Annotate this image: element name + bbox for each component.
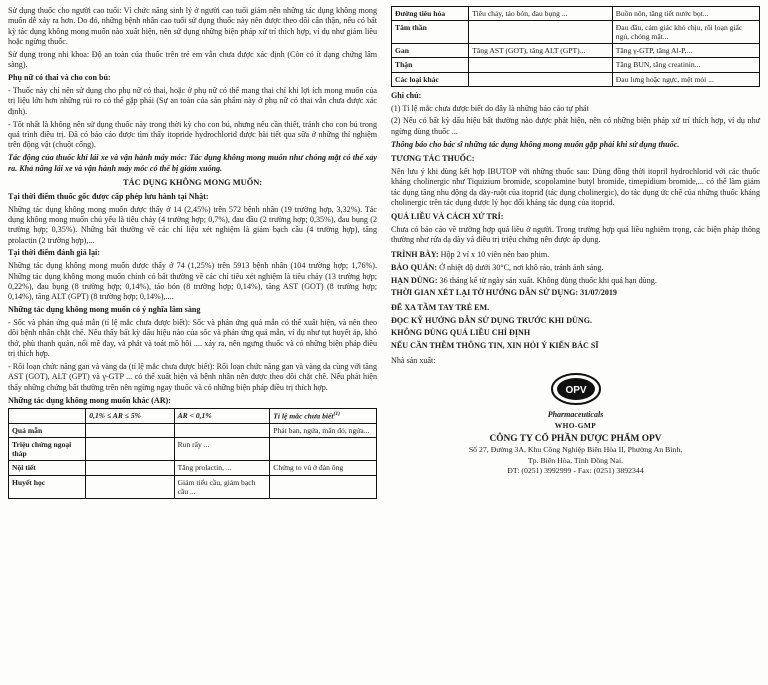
row-label-endocrine: Nội tiết xyxy=(9,461,86,475)
table-header-ar-low: AR < 0,1% xyxy=(174,409,270,424)
warning-ask-doctor: NẾU CẦN THÊM THÔNG TIN, XIN HỎI Ý KIẾN BÁC SĨ xyxy=(391,341,599,351)
cell-endo-mid xyxy=(86,461,174,475)
cell-endo-low: Tăng prolactin, ... xyxy=(174,461,270,475)
table-row xyxy=(9,438,377,461)
paragraph-overdose: Chưa có báo cáo về trường hợp quá liều ở người. Trong trường hợp quá liều nghiêm trọng, các biện pháp thông thường như rửa dạ dày và điều trị triệu chứng nên được áp dụng. xyxy=(391,225,760,245)
paragraph-japan-approval: Những tác dụng không mong muốn được thấy ở 14 (2,45%) trên 572 bệnh nhân (19 trường hợp, 3,32%). Tác dụng không mong muốn chủ yếu là tiêu chảy (4 trường hợp; 0,7%), đau đầu (2 trường hợp; 0,35%), đau bụng (2 trường hợp; 0,35%). Những bất thường về các chỉ liệu xét nghiệm là giảm bạch cầu (4 trường hợp), tăng prolactin (2 trường hợp),... xyxy=(8,204,377,245)
table-row xyxy=(392,44,760,58)
row-label-kidney: Thận xyxy=(392,58,469,72)
warning-keep-away-children: ĐỂ XA TẦM TAY TRẺ EM. xyxy=(391,302,490,312)
table-adverse-reactions-continued xyxy=(391,6,760,87)
heading-pregnancy: Phụ nữ có thai và cho con bú: xyxy=(8,73,111,83)
label-revision: THỜI GIAN XÉT LẠI TỜ HƯỚNG DẪN SỬ DỤNG: xyxy=(391,288,579,298)
logo-subtitle: Pharmaceuticals xyxy=(547,410,604,420)
company-address-line1: Số 27, Đường 3A, Khu Công Nghiệp Biên Hòa II, Phường An Bình, xyxy=(468,445,683,455)
cell-gi-unknown: Buồn nôn, tăng tiết nước bọt... xyxy=(612,7,759,21)
cell-liver-unknown: Tăng γ-GTP, tăng Al-P,... xyxy=(612,44,759,58)
cell-extra-unknown xyxy=(270,438,377,461)
paragraph-shock: - Sốc và phản ứng quá mẫn (tỉ lệ mắc chưa được biết): Sốc và phản ứng quá mẫn có thể xuất hiện, và nên theo dõi bệnh nhân chặt chẽ. Nếu thấy bất kỳ dấu hiệu nào của sốc và phản ứng quá mẫn, ví dụ như tụt huyết áp, khó thở, phù thanh quản, nổi mề đay, và phát và toát mồ hôi .... xảy ra, nên ngưng thuốc và có những biện pháp điều trị thích hợp. xyxy=(8,318,377,359)
paragraph-pediatric: Sử dụng trong nhi khoa: Độ an toàn của thuốc trên trẻ em vẫn chưa được xác định (Còn có ít dạng chứng lâm sàng). xyxy=(8,49,377,70)
label-expiry: HẠN DÙNG: xyxy=(391,275,438,285)
paragraph-elderly: Sử dụng thuốc cho người cao tuổi: Vì chức năng sinh lý ở người cao tuổi giảm nên những tác dụng không mong muốn dễ xảy ra hơn. Do đó, những bệnh nhân cao tuổi sử dụng thuốc này nên được theo dõi cẩn thận, nếu có bất kỳ tác dụng không mong muốn nào xuất hiện, nên sử dụng những biện pháp xử trí thích hợp, ví dụ như giảm liều hoặc ngừng thuốc. xyxy=(8,6,377,47)
table-row xyxy=(9,475,377,498)
company-address-line2: Tp. Biên Hòa, Tỉnh Đồng Nai. xyxy=(527,455,624,465)
table-header-ar-unknown: Tỉ lệ mắc chưa biết$^{(1)}$ xyxy=(270,409,377,424)
heading-notes: Ghi chú: xyxy=(391,90,422,100)
heading-overdose: QUÁ LIỀU VÀ CÁCH XỬ TRÍ: xyxy=(391,212,504,222)
heading-japan-approval: Tại thời điểm thuốc gốc được cấp phép lưu hành tại Nhật: xyxy=(8,191,209,201)
row-label-liver: Gan xyxy=(392,44,469,58)
table-header-ar-mid: 0,1% ≤ AR ≤ 5% xyxy=(86,409,174,424)
row-label-extrapyramidal: Triệu chứng ngoại tháp xyxy=(9,438,86,461)
table-header-blank xyxy=(9,409,86,424)
opv-logo-svg xyxy=(550,372,602,406)
paragraph-pregnancy-1: - Thuốc này chỉ nên sử dụng cho phụ nữ có thai, hoặc ở phụ nữ có thể mang thai chỉ khi lợi ích mong muốn của trị liệu lớn hơn những rủi ro có thể gặp phải (Sự an toàn của sản phẩm này ở phụ nữ có thai vẫn chưa được xác định). xyxy=(8,86,377,116)
note-report-adverse: Thông báo cho bác sĩ những tác dụng không mong muốn gặp phải khi sử dụng thuốc. xyxy=(391,139,680,149)
logo-gmp: WHO-GMP xyxy=(554,420,597,430)
right-column xyxy=(389,6,760,681)
note-line-1: (1) Tỉ lệ mắc chưa được biết do đây là những báo cáo tự phát xyxy=(391,103,589,113)
company-contact: ĐT: (0251) 3992999 - Fax: (0251) 3892344 xyxy=(507,466,644,476)
paragraph-pregnancy-2: - Tốt nhất là không nên sử dụng thuốc này trong thời kỳ cho con bú, nhưng nếu cần thiết, tránh cho con bú trong quá trình điều trị. Đã có báo cáo được tìm thấy itopride hydrochlorid được bài tiết qua sữa ở những thí nghiệm trên động vật (chuột cống). xyxy=(8,119,377,150)
table-row xyxy=(9,461,377,475)
cell-psy-unknown: Đau đầu, cảm giác khó chịu, rối loạn giấc ngủ, chóng mặt... xyxy=(612,21,759,44)
label-presentation: TRÌNH BÀY: xyxy=(391,249,439,259)
cell-hema-mid xyxy=(86,475,174,498)
value-revision: 31/07/2019 xyxy=(580,288,617,298)
cell-psy-mid xyxy=(469,21,613,44)
cell-kidney-unknown: Tăng BUN, tăng creatinin... xyxy=(612,58,759,72)
manufacturer-logo-block xyxy=(391,372,760,477)
paragraph-liver: - Rối loạn chức năng gan và vàng da (tỉ lệ mắc chưa được biết): Rối loạn chức năng gan và vàng da cùng với tăng AST (GOT), ALT (GPT) và γ-GTP ... có thể xuất hiện và bệnh nhân nên được theo dõi chặt chẽ. Nếu phát hiện thấy những chứng bất thường trên nên ngừng ngay thuốc và có những biện pháp điều trị thích hợp. xyxy=(8,362,377,392)
table-adverse-reactions xyxy=(8,408,377,498)
cell-hema-low: Giảm tiểu cầu, giảm bạch cầu ... xyxy=(174,475,270,498)
table-row xyxy=(9,424,377,438)
paragraph-driving: Tác động của thuốc khi lái xe và vận hành máy móc: Tác dụng không mong muốn như chóng mặt có thể xảy ra. Khả năng lái xe và vận hành máy móc có thể bị giảm xuống. xyxy=(8,153,377,173)
value-storage: Ở nhiệt độ dưới 30°C, nơi khô ráo, tránh ánh sáng. xyxy=(439,262,604,272)
table-row xyxy=(392,58,760,72)
opv-logo-icon xyxy=(550,372,602,406)
value-expiry: 36 tháng kể từ ngày sản xuất. Không dùng thuốc khi quá hạn dùng. xyxy=(439,275,657,285)
warning-read-instructions: ĐỌC KỸ HƯỚNG DẪN SỬ DỤNG TRƯỚC KHI DÙNG. xyxy=(391,315,593,325)
cell-hyper-mid xyxy=(86,424,174,438)
heading-clinically-significant: Những tác dụng không mong muốn có ý nghĩa lâm sàng xyxy=(8,305,201,315)
heading-other-ar-table: Những tác dụng không mong muốn khác (AR): xyxy=(8,395,171,405)
cell-extra-low: Run rẩy ... xyxy=(174,438,270,461)
table-row xyxy=(392,7,760,21)
line-storage xyxy=(391,263,760,273)
cell-gi-mid: Tiêu chảy, táo bón, đau bụng ... xyxy=(469,7,613,21)
cell-other-mid xyxy=(469,72,613,86)
row-label-gastrointestinal: Đường tiêu hóa xyxy=(392,7,469,21)
table-row xyxy=(392,21,760,44)
cell-kidney-mid xyxy=(469,58,613,72)
cell-hema-unknown xyxy=(270,475,377,498)
label-manufacturer: Nhà sản xuất: xyxy=(391,355,436,365)
label-storage: BẢO QUẢN: xyxy=(391,262,438,272)
cell-hyper-unknown: Phát ban, ngứa, mẩn đỏ, ngứa... xyxy=(270,424,377,438)
paragraph-drug-interaction: Nên lưu ý khi dùng kết hợp IBUTOP với những thuốc sau: Dùng đồng thời itopril hydrochlorid với các thuốc kháng cholinergic như Tiquizium bromide, scopolamine butyl bromide, timepidium bromide,... có thể làm giảm tác dụng tăng nhu động dạ dày-ruột của itoprid (tác dụng cholinergic), do tác dụng ức chế của những thuốc kháng cholinergic trên tác dụng dược lý học đối kháng tác dụng của itoprid. xyxy=(391,166,760,207)
cell-endo-unknown: Chứng to vú ở đàn ông xyxy=(270,461,377,475)
table-header-footnote-marker: (1) xyxy=(333,411,341,418)
cell-extra-mid xyxy=(86,438,174,461)
line-revision xyxy=(391,288,760,298)
section-title-adverse-effects: TÁC DỤNG KHÔNG MONG MUỐN: xyxy=(122,177,263,187)
heading-drug-interaction: TƯƠNG TÁC THUỐC: xyxy=(391,153,475,163)
left-column xyxy=(8,6,379,681)
cell-other-unknown: Đau lưng hoặc ngực, mệt mỏi ... xyxy=(612,72,759,86)
row-label-other: Các loại khác xyxy=(392,72,469,86)
paragraph-reevaluation: Những tác dụng không mong muốn được thấy ở 74 (1,25%) trên 5913 bệnh nhân (104 trường hợp; 1,76%). Những tác dụng không mong muốn chính có bất thường về các chỉ tiêu xét nghiệm là tiêu chảy (13 trường hợp; 0,22%), đau bụng (8 trường hợp; 0,14%), táo bón (8 trường hợp; 0,14%), tăng AST (GOT) (8 trường hợp; 0,14%), tăng ALT (GPT) (8 trường hợp; 0,14%),.... xyxy=(8,261,377,302)
table-row xyxy=(392,72,760,86)
table-header-row xyxy=(9,409,377,424)
svg-text:OPV: OPV xyxy=(564,385,587,397)
value-presentation: Hộp 2 vỉ x 10 viên nén bao phim. xyxy=(440,249,550,259)
row-label-hypersensitivity: Quá mẫn xyxy=(9,424,86,438)
cell-hyper-low xyxy=(174,424,270,438)
company-name: CÔNG TY CỔ PHẦN DƯỢC PHẨM OPV xyxy=(489,434,662,445)
heading-reevaluation: Tại thời điểm đánh giá lại: xyxy=(8,248,100,258)
line-presentation xyxy=(391,250,760,260)
line-expiry xyxy=(391,276,760,286)
row-label-hematology: Huyết học xyxy=(9,475,86,498)
note-line-2: (2) Nếu có bất kỳ dấu hiệu bất thường nào được phát hiện, nên có những biện pháp xử trí thích hợp, ví dụ như ngừng dùng thuốc ... xyxy=(391,116,760,136)
cell-liver-mid: Tăng AST (GOT), tăng ALT (GPT)... xyxy=(469,44,613,58)
row-label-psychiatric: Tâm thần xyxy=(392,21,469,44)
warning-no-overdose: KHÔNG DÙNG QUÁ LIỀU CHỈ ĐỊNH xyxy=(391,328,531,338)
